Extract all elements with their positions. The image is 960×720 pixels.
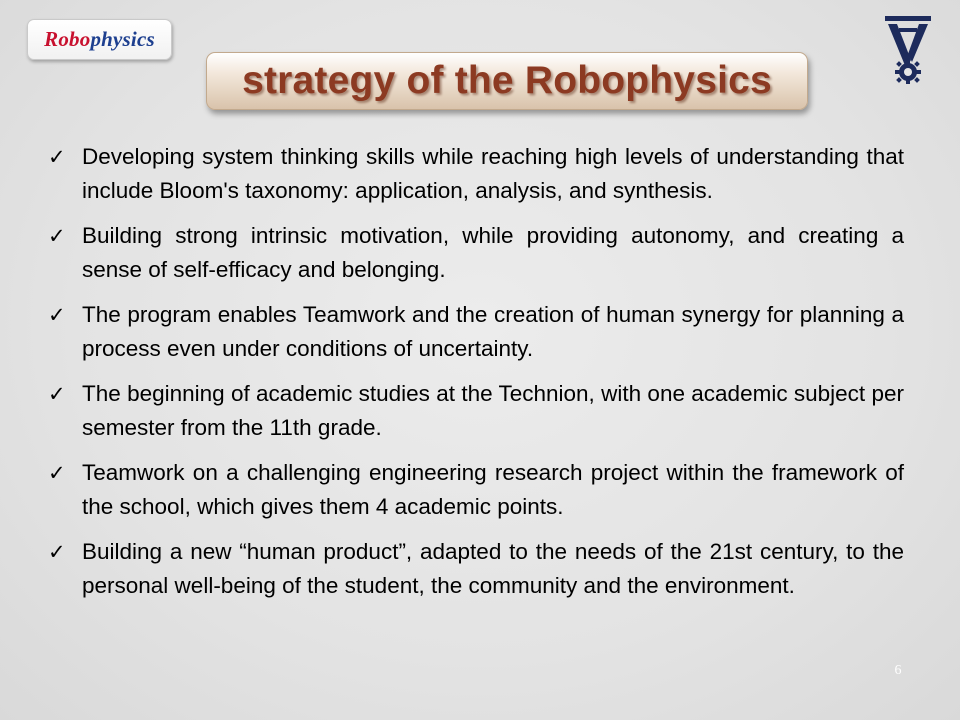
bullet-text: The beginning of academic studies at the Technion, with one academic subject per semester from the 11th grade. <box>82 381 904 440</box>
logo-text-physics: physics <box>90 27 155 51</box>
list-item <box>46 219 904 287</box>
bullet-text: Teamwork on a challenging engineering research project within the framework of the school, which gives them 4 academic points. <box>82 460 904 519</box>
robophysics-logo <box>27 19 172 60</box>
checkmark-icon: ✓ <box>48 304 66 327</box>
list-item <box>46 140 904 208</box>
technion-emblem-icon <box>882 14 934 84</box>
bullet-text: Building strong intrinsic motivation, while providing autonomy, and creating a sense of self-efficacy and belonging. <box>82 223 904 282</box>
list-item <box>46 298 904 366</box>
strategy-bullet-list <box>46 140 904 614</box>
list-item <box>46 456 904 524</box>
title-banner <box>206 52 808 110</box>
bullet-text: Building a new “human product”, adapted to the needs of the 21st century, to the personal well-being of the student, the community and the environment. <box>82 539 904 598</box>
checkmark-icon: ✓ <box>48 225 66 248</box>
bullet-text: Developing system thinking skills while reaching high levels of understanding that include Bloom's taxonomy: application, analysis, and synthesis. <box>82 144 904 203</box>
slide-number: 6 <box>894 663 902 678</box>
checkmark-icon: ✓ <box>48 146 66 169</box>
slide-title: strategy of the Robophysics <box>242 59 772 102</box>
checkmark-icon: ✓ <box>48 541 66 564</box>
list-item <box>46 535 904 603</box>
bullet-text: The program enables Teamwork and the creation of human synergy for planning a process even under conditions of uncertainty. <box>82 302 904 361</box>
checkmark-icon: ✓ <box>48 383 66 406</box>
logo-text-robo: Robo <box>44 27 91 51</box>
list-item <box>46 377 904 445</box>
checkmark-icon: ✓ <box>48 462 66 485</box>
